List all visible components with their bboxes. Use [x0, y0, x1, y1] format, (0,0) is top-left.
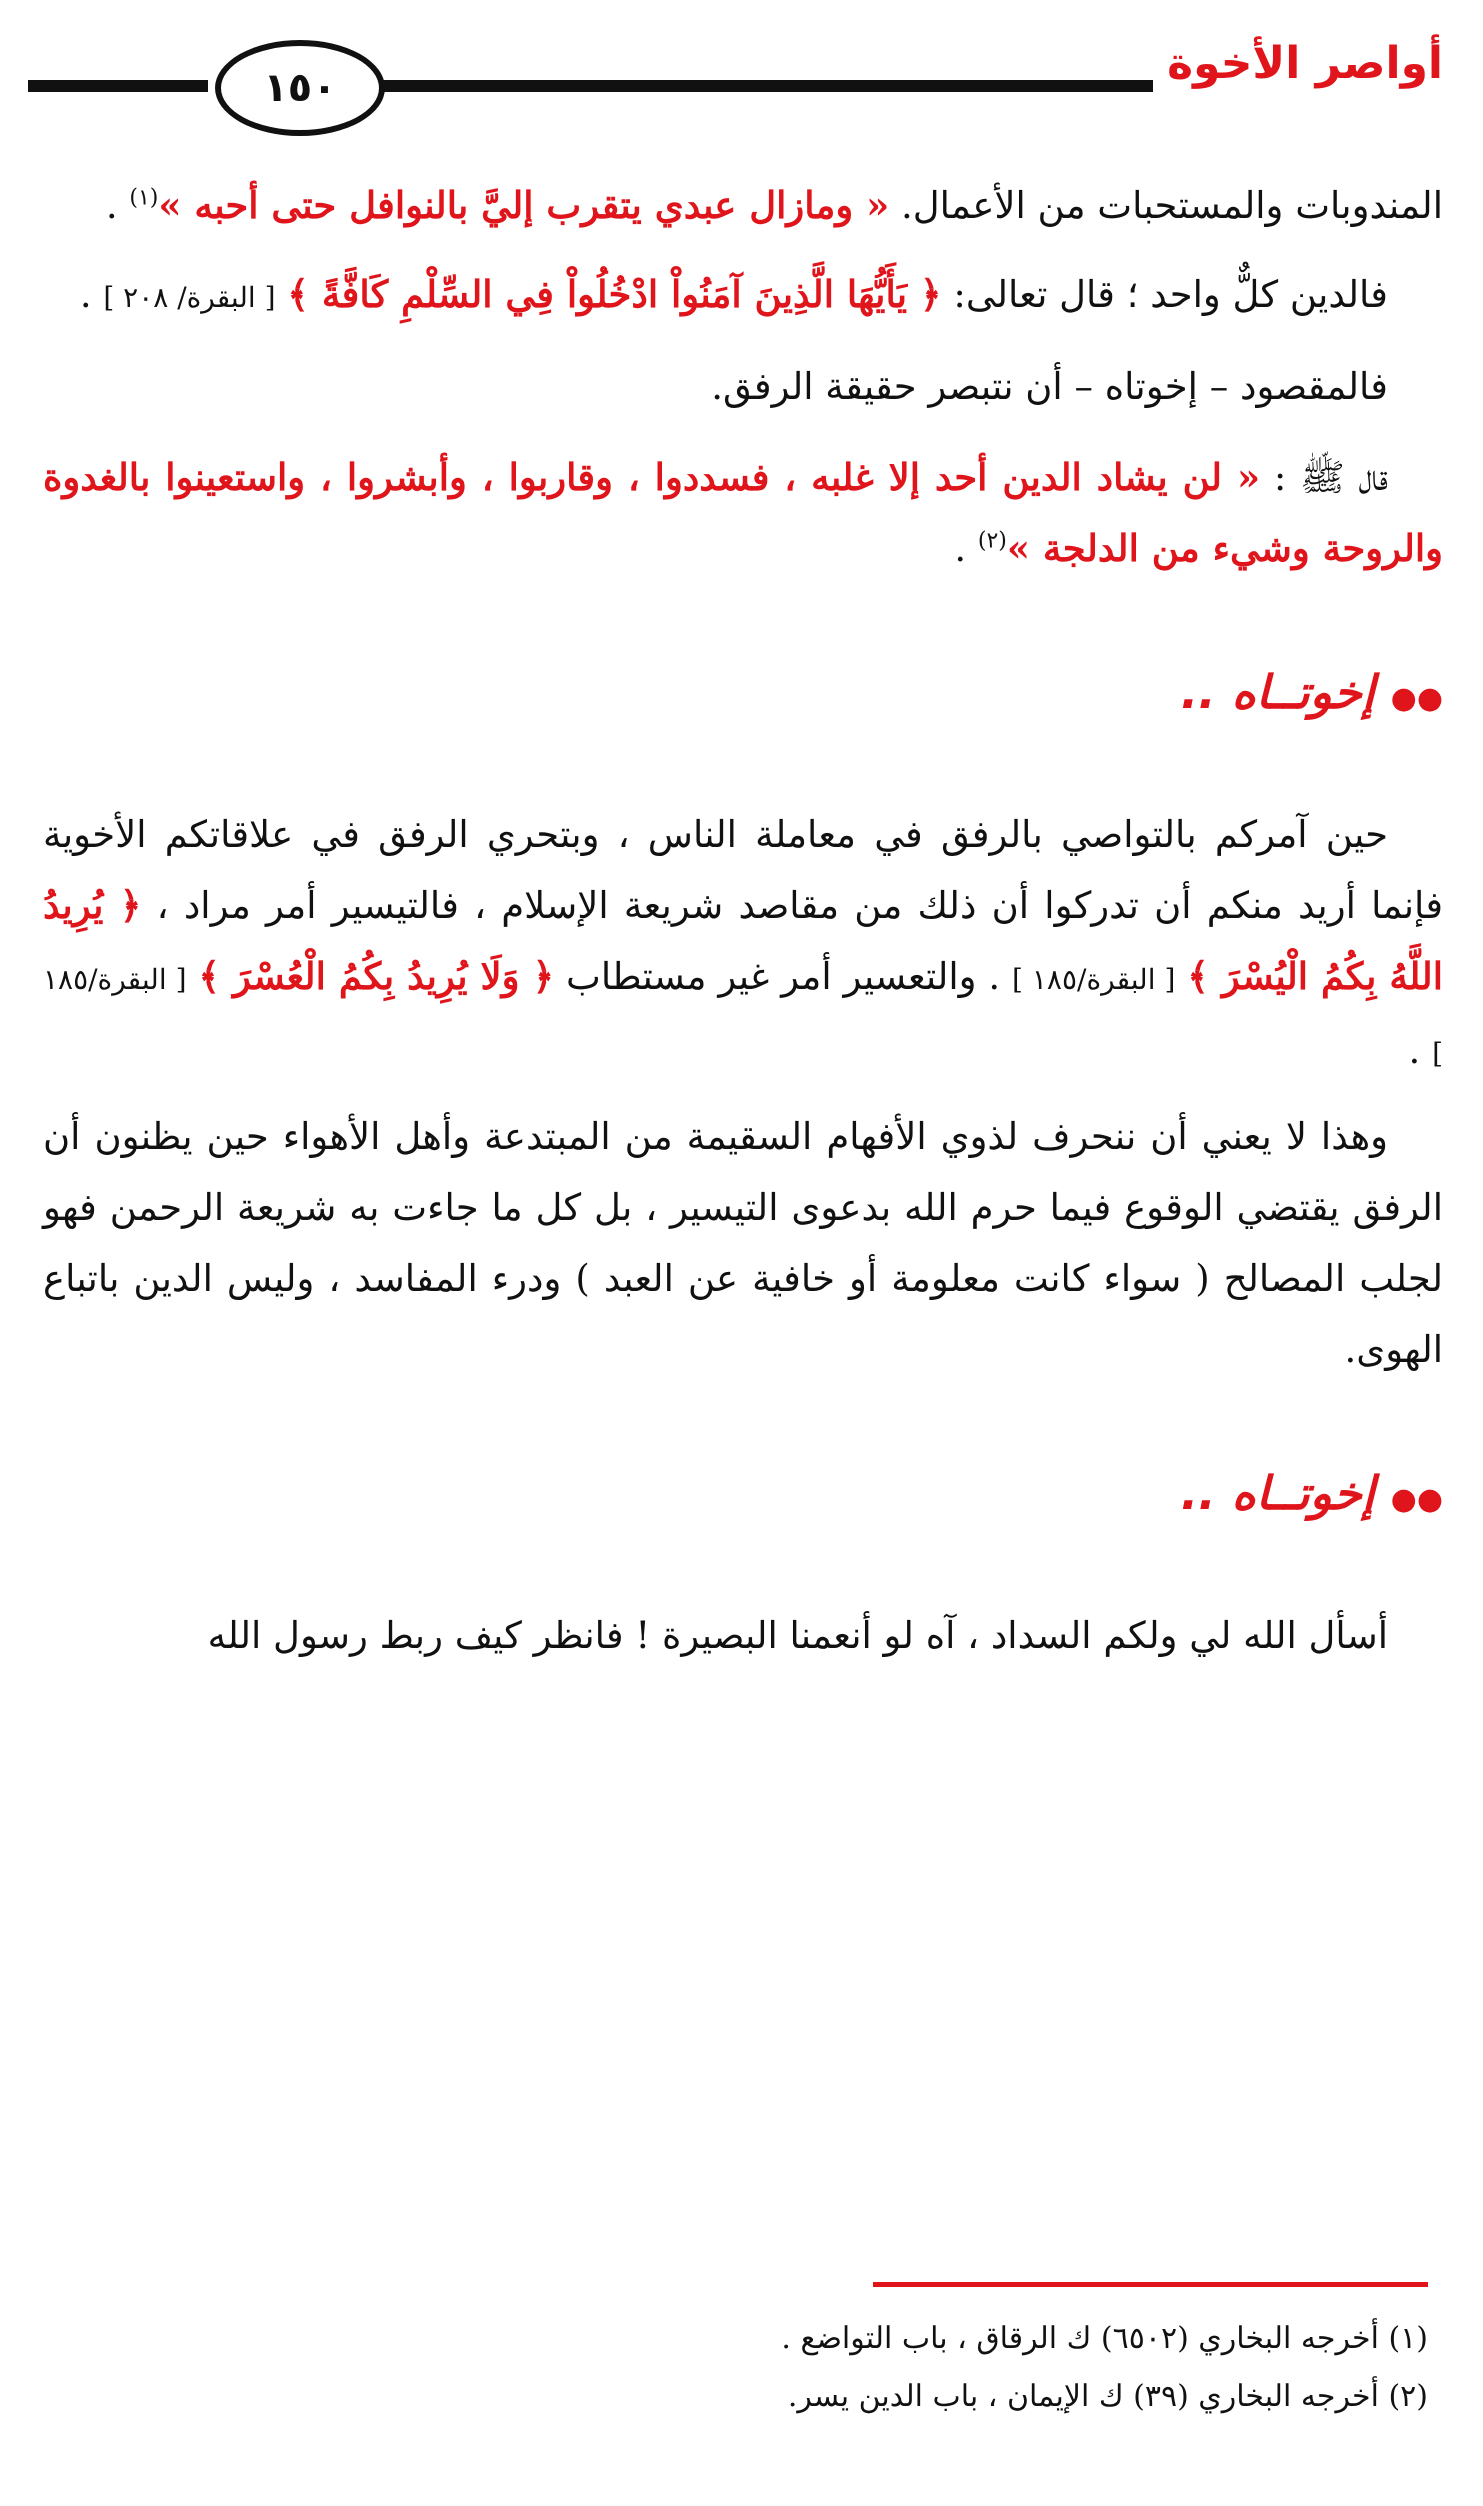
paragraph-text: أسأل الله لي ولكم السداد ، آه لو أنعمنا البصيرة ! فانظر كيف ربط رسول الله [207, 1614, 1388, 1657]
page-header [30, 30, 1453, 140]
quran-verse: ﴿ يَأَيُّهَا الَّذِينَ آمَنُواْ ادْخُلُواْ فِي السِّلْمِ كَافَّةً ﴾ [287, 272, 942, 316]
paragraph [43, 1600, 1443, 1671]
punctuation: . [79, 273, 92, 316]
header-rule-left [28, 80, 208, 92]
paragraph [43, 1101, 1443, 1385]
footnote-marker[interactable]: (١) [129, 185, 159, 211]
paragraph-text: حين آمركم بالتواصي بالرفق في معاملة الناس ، وبتحري الرفق في علاقاتكم الأخوية فإنما أريد منكم أن تدركوا أن ذلك من مقاصد شريعة الإسلام ، فالتيسير أمر مراد ، [43, 813, 1444, 927]
quran-verse: ﴿ يُرِيدُ اللَّهُ بِكُمُ الْيُسْرَ ﴾ [43, 883, 1443, 998]
punctuation: . [1408, 1029, 1421, 1072]
paragraph [43, 442, 1443, 584]
header-rule [373, 80, 1153, 92]
hadith-quote: « ومازال عبدي يتقرب إليَّ بالنوافل حتى أحبه » [158, 183, 890, 227]
paragraph-text: قال ﷺ : [1273, 456, 1389, 499]
paragraph [43, 170, 1443, 241]
heading-text: إخوتــاه [1231, 1466, 1375, 1520]
heading-bullet-icon: ●● [1390, 681, 1443, 716]
heading-text: إخوتــاه [1231, 665, 1375, 719]
footnotes [48, 2310, 1428, 2426]
footnote-divider [873, 2282, 1428, 2287]
paragraph-text: فالدين كلٌّ واحد ؛ قال تعالى: [953, 273, 1388, 316]
verse-reference: [ البقرة/ ٢٠٨ ] [103, 281, 276, 314]
footnote-marker[interactable]: (٢) [977, 528, 1007, 554]
section-heading [43, 662, 1443, 729]
paragraph-text: فالمقصود – إخوتاه – أن نتبصر حقيقة الرفق. [711, 365, 1388, 408]
heading-dots: .. [1180, 1466, 1216, 1520]
footnote-1: (١) أخرجه البخاري (٦٥٠٢) ك الرقاق ، باب التواضع . [781, 2321, 1428, 2356]
page-number [215, 40, 385, 136]
paragraph [43, 799, 1443, 1089]
running-title: أواصر الأخوة [1167, 38, 1443, 89]
paragraph-text: المندوبات والمستحبات من الأعمال. [901, 184, 1443, 227]
page-number-text: ١٥٠ [263, 65, 337, 111]
footnote-2: (٢) أخرجه البخاري (٣٩) ك الإيمان ، باب الدين يسر. [787, 2379, 1428, 2414]
section-heading [43, 1463, 1443, 1530]
punctuation: . [105, 184, 118, 227]
punctuation: . [954, 527, 967, 570]
verse-reference: [ البقرة/١٨٥ ] [1011, 963, 1176, 996]
hadith-quote: « لن يشاد الدين أحد إلا غلبه ، فسددوا ، وقاربوا ، وأبشروا ، واستعينوا بالغدوة والروحة وشيء من الدلجة » [43, 455, 1443, 570]
page-body [43, 170, 1443, 1671]
paragraph-text: وهذا لا يعني أن ننحرف لذوي الأفهام السقيمة من المبتدعة وأهل الأهواء حين يظنون أن الرفق يقتضي الوقوع فيما حرم الله بدعوى التيسير ، بل كل ما جاءت به شريعة الرحمن فهو لجلب المصالح ( سواء كانت معلومة أو خافية عن العبد ) ودرء المفاسد ، وليس الدين باتباع الهوى. [43, 1115, 1443, 1371]
paragraph-text: . والتعسير أمر غير مستطاب [566, 955, 1001, 998]
heading-bullet-icon: ●● [1390, 1482, 1443, 1517]
paragraph [43, 351, 1443, 422]
verse-reference: [ البقرة/١٨٥ ] [43, 963, 1443, 1070]
heading-dots: .. [1180, 665, 1216, 719]
quran-verse: ﴿ وَلَا يُرِيدُ بِكُمُ الْعُسْرَ ﴾ [198, 954, 555, 998]
paragraph [43, 259, 1443, 333]
